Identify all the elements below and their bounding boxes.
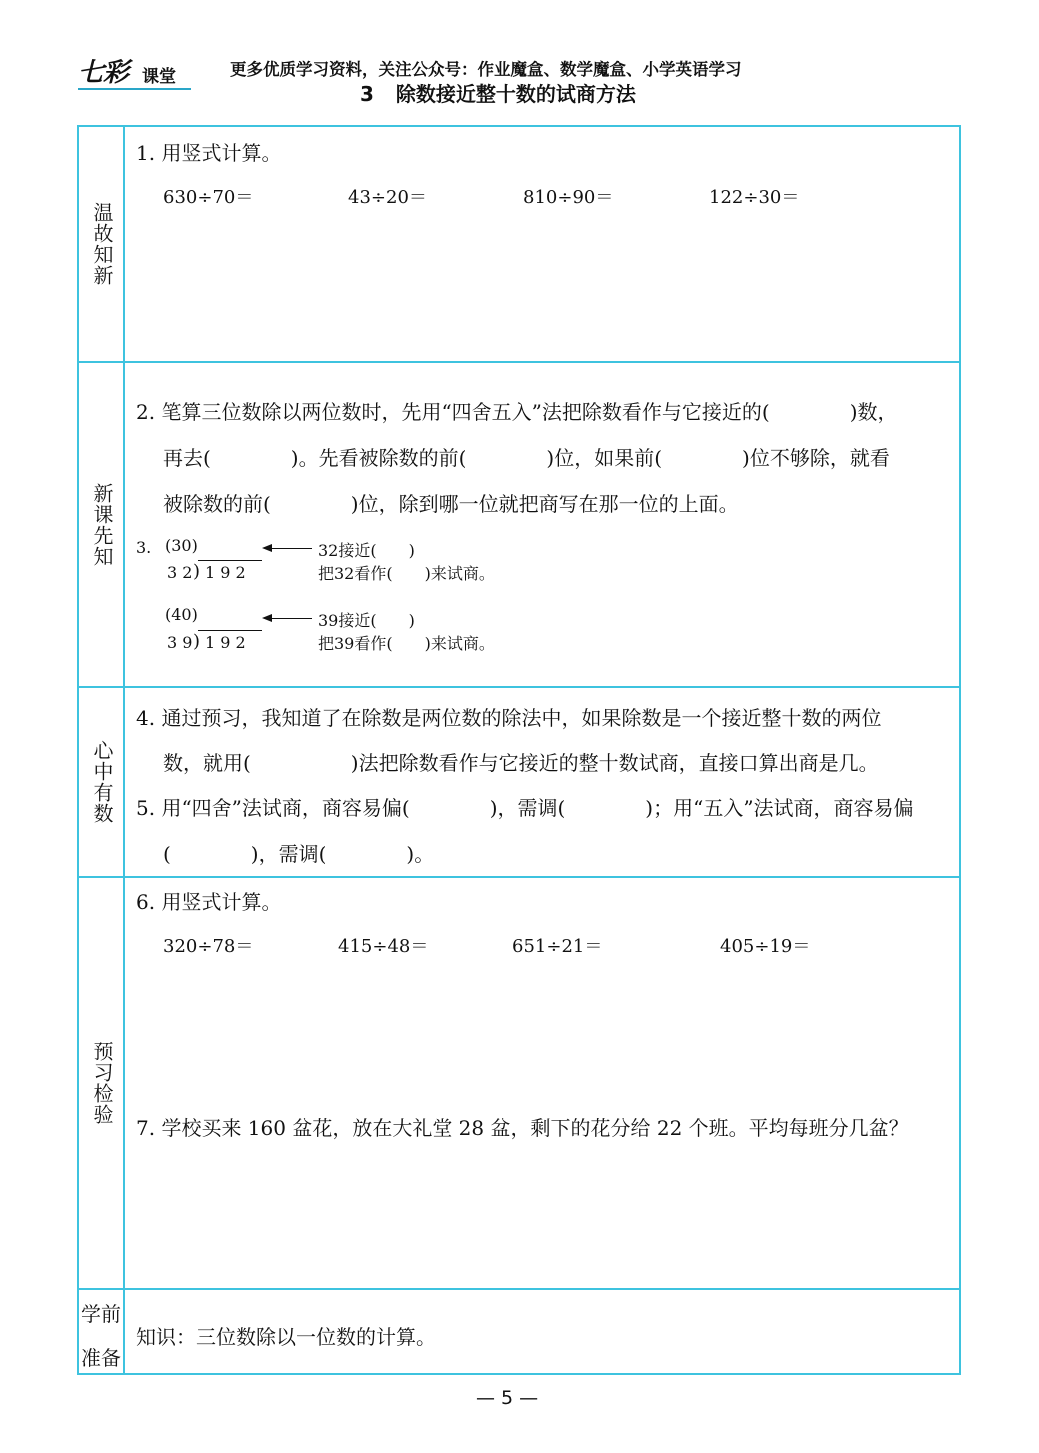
arrow-line [270,548,312,549]
q3b-note: 39接近( ) [318,611,415,630]
q7-text: 7. 学校买来 160 盆花，放在大礼堂 28 盆，剩下的花分给 22 个班。平均每班分几盆？ [136,1116,909,1140]
division-bracket [198,630,262,631]
logo-underline [78,88,191,90]
q6-expr: 651÷21＝ [512,936,603,957]
q2-line: 2. 笔算三位数除以两位数时，先用“四舍五入”法把除数看作与它接近的( )数， [136,400,898,424]
q2-line: 被除数的前( )位，除到哪一位就把商写在那一位的上面。 [163,492,739,516]
section-label-prep: 学前 准备 [81,1302,121,1370]
page-title [360,78,636,107]
q3b-divisor: 3 9 [167,633,193,652]
q3-number: 3. [136,538,152,557]
q4-line: 数，就用( )法把除数看作与它接近的整十数试商，直接口算出商是几。 [163,751,879,775]
logo-sub: 课堂 [142,67,176,87]
arrow-line [270,618,312,619]
q6-expr: 405÷19＝ [720,936,811,957]
logo-main: 七彩 [78,58,129,88]
section-label-check: 预习检验 [90,1041,114,1125]
q3a-dividend: 1 9 2 [205,563,246,582]
prep-text: 知识：三位数除以一位数的计算。 [136,1325,436,1349]
q5-line: 5. 用“四舍”法试商，商容易偏( )，需调( )；用“五入”法试商，商容易偏 [136,796,914,820]
q3a-divisor: 3 2 [167,563,193,582]
section-divider [79,1288,959,1290]
page-number: — 5 — [476,1387,539,1409]
q6-expr: 415÷48＝ [338,936,429,957]
section-label-review: 温故知新 [90,202,114,286]
header-notice: 更多优质学习资料，关注公众号：作业魔盒、数学魔盒、小学英语学习 [230,60,742,79]
q3a-note: 32接近( ) [318,541,415,560]
q3a-quotient: (30) [165,536,198,555]
q4-line: 4. 通过预习，我知道了在除数是两位数的除法中，如果除数是一个接近整十数的两位 [136,706,882,730]
division-bracket: ) [193,561,201,582]
section-label-new-lesson: 新课先知 [90,482,114,567]
q1-expr: 122÷30＝ [709,187,800,208]
q1-prompt: 1. 用竖式计算。 [136,141,282,165]
q3b-quotient: (40) [165,605,198,624]
lesson-title: 除数接近整十数的试商方法 [395,82,636,106]
q2-line: 再去( )。先看被除数的前( )位，如果前( )位不够除，就看 [163,446,890,470]
q3a-note: 把32看作( )来试商。 [318,564,495,583]
section-label-mind: 心中有数 [90,740,114,824]
section-divider [79,686,959,688]
division-bracket: ) [193,631,201,652]
lesson-number: 3 [360,82,374,106]
publisher-logo [78,52,193,92]
section-divider [79,361,959,363]
q1-expr: 810÷90＝ [523,187,614,208]
section-divider [79,876,959,878]
q3b-note: 把39看作( )来试商。 [318,634,495,653]
q1-expr: 43÷20＝ [348,187,427,208]
q3b-dividend: 1 9 2 [205,633,246,652]
q1-expr: 630÷70＝ [163,187,254,208]
q5-line: ( )，需调( )。 [163,842,435,866]
q6-expr: 320÷78＝ [163,936,254,957]
division-bracket [198,560,262,561]
q6-prompt: 6. 用竖式计算。 [136,890,282,914]
